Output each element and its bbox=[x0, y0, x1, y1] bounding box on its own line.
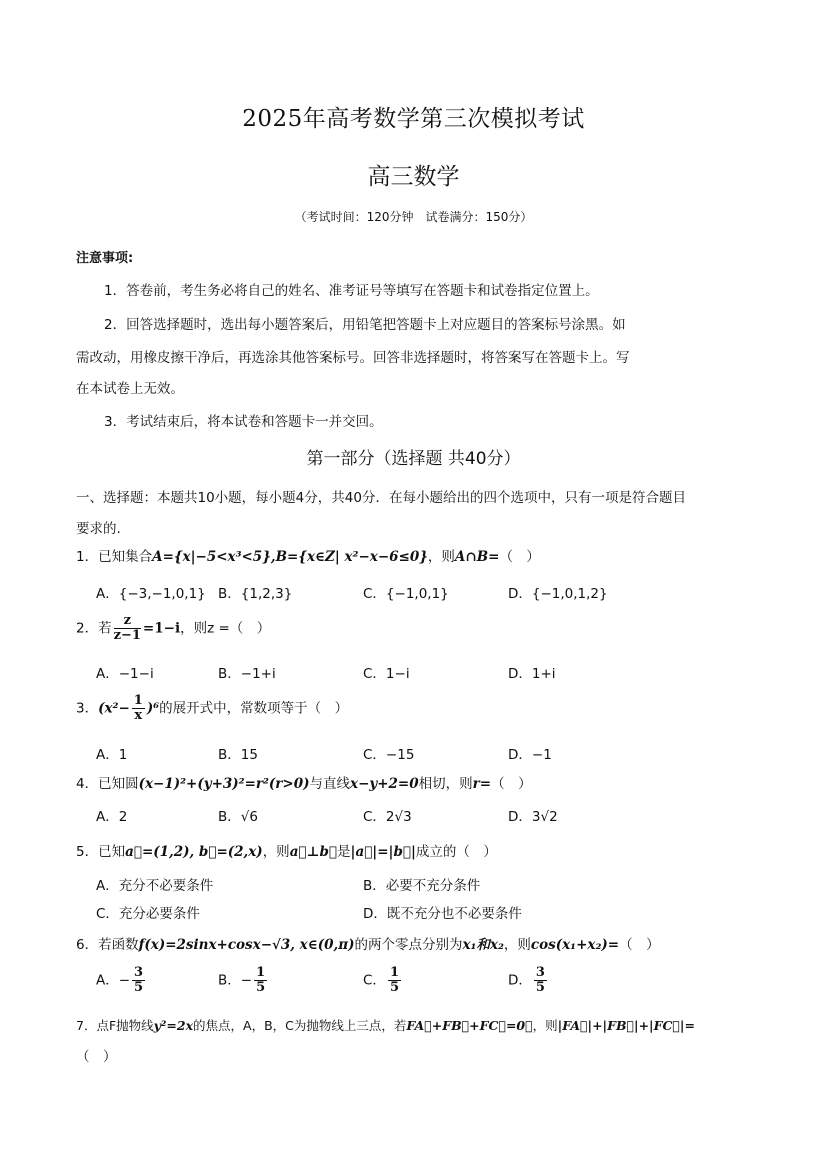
notice-heading: 注意事项: bbox=[76, 251, 134, 266]
question-1-stem bbox=[76, 545, 540, 565]
q6-d-label: D． bbox=[508, 972, 532, 989]
q2-fraction bbox=[114, 614, 141, 643]
q5-expr3: |a⃗|=|b⃗| bbox=[350, 844, 416, 860]
q2-pre: 2．若 bbox=[76, 620, 112, 637]
q6-expr3: cos(x₁+x₂)= bbox=[530, 937, 620, 953]
q6-option-c bbox=[363, 966, 403, 995]
q5-expr2: a⃗⊥b⃗ bbox=[289, 844, 338, 860]
q1-option-a: A．{−3,−1,0,1} bbox=[96, 586, 206, 602]
q4-mid: 与直线 bbox=[309, 776, 351, 792]
q4-tail: （ ） bbox=[491, 776, 532, 792]
q3-option-d: D．−1 bbox=[508, 747, 552, 763]
q4-option-b: B．√6 bbox=[218, 809, 258, 825]
q2-option-d: D．1+i bbox=[508, 666, 556, 682]
q6-c-label: C． bbox=[363, 972, 386, 989]
notice-item: 需改动，用橡皮擦干净后，再选涂其他答案标号。回答非选择题时，将答案写在答题卡上。写 bbox=[76, 350, 630, 366]
q7-expr: y²=2x bbox=[153, 1018, 194, 1033]
notice-item: 在本试卷上无效。 bbox=[76, 381, 184, 397]
q3-option-b: B．15 bbox=[218, 747, 258, 763]
q2-expr: =1−i bbox=[142, 620, 181, 637]
q2-post: ，则z =（ ） bbox=[180, 620, 271, 637]
q2-option-c: C．1−i bbox=[363, 666, 410, 682]
q6-a-den: 5 bbox=[134, 980, 144, 995]
question-7-stem bbox=[76, 1016, 695, 1034]
q1-expr: A={x|−5<x³<5},B={x∈Z| x²−x−6≤0} bbox=[152, 549, 428, 565]
q6-a-num: 3 bbox=[134, 965, 144, 980]
q6-a-label: A．− bbox=[96, 972, 131, 989]
q4-option-c: C．2√3 bbox=[363, 809, 412, 825]
q6-c-fraction bbox=[388, 966, 401, 995]
section-intro: 要求的. bbox=[76, 521, 121, 537]
notice-item: 2．回答选择题时，选出每小题答案后，用铅笔把答题卡上对应题目的答案标号涂黑。如 bbox=[104, 317, 626, 333]
q6-b-fraction bbox=[254, 966, 267, 995]
q5-option-b: B．必要不充分条件 bbox=[363, 878, 481, 894]
q6-c-den: 5 bbox=[389, 980, 399, 995]
q5-option-d: D．既不充分也不必要条件 bbox=[363, 906, 522, 922]
q1-tail: （ ） bbox=[499, 549, 540, 565]
q6-d-den: 5 bbox=[535, 980, 545, 995]
q3-pre: 3． bbox=[76, 700, 99, 717]
q3-option-a: A．1 bbox=[96, 747, 128, 763]
q6-b-den: 5 bbox=[256, 980, 266, 995]
q6-option-a bbox=[96, 966, 147, 995]
question-6-stem bbox=[76, 933, 660, 953]
section-intro: 一、选择题：本题共10小题，每小题4分，共40分．在每小题给出的四个选项中，只有一项是符合题目 bbox=[76, 490, 686, 506]
q5-mid2: 是 bbox=[337, 844, 351, 860]
q4-option-a: A．2 bbox=[96, 809, 128, 825]
q6-post: ，则 bbox=[503, 937, 531, 953]
q5-mid: ，则 bbox=[262, 844, 290, 860]
exam-title: 2025年高考数学第三次模拟考试 bbox=[242, 106, 585, 132]
q1-option-d: D．{−1,0,1,2} bbox=[508, 586, 608, 602]
question-3-stem bbox=[76, 694, 348, 723]
q2-den: z−1 bbox=[113, 628, 141, 643]
q4-option-d: D．3√2 bbox=[508, 809, 558, 825]
q2-option-b: B．−1+i bbox=[218, 666, 276, 682]
q5-option-c: C．充分必要条件 bbox=[96, 906, 200, 922]
q1-post: ，则 bbox=[427, 549, 455, 565]
q1-option-b: B．{1,2,3} bbox=[218, 586, 293, 602]
q3-den: x bbox=[134, 708, 143, 723]
q6-c-num: 1 bbox=[389, 965, 399, 980]
q4-pre: 4．已知圆 bbox=[76, 776, 139, 792]
exam-subtitle: 高三数学 bbox=[367, 164, 460, 190]
q2-num: z bbox=[114, 614, 141, 629]
q4-post: 相切，则 bbox=[418, 776, 473, 792]
q3-option-c: C．−15 bbox=[363, 747, 415, 763]
q6-d-fraction bbox=[534, 966, 547, 995]
notice-item: 3．考试结束后，将本试卷和答题卡一并交回。 bbox=[104, 414, 383, 430]
q2-option-a: A．−1−i bbox=[96, 666, 154, 682]
q6-option-b bbox=[218, 966, 269, 995]
q5-post: 成立的（ ） bbox=[415, 844, 497, 860]
q3-expr-b: )⁶ bbox=[146, 700, 160, 717]
q7-pre: 7．点F抛物线 bbox=[76, 1018, 154, 1033]
question-4-stem bbox=[76, 772, 532, 792]
q3-num: 1 bbox=[133, 693, 143, 708]
q4-expr: (x−1)²+(y+3)²=r²(r>0) bbox=[138, 776, 310, 792]
question-2-stem bbox=[76, 614, 270, 643]
notice-item: 1．答卷前，考生务必将自己的姓名、准考证号等填写在答题卡和试卷指定位置上。 bbox=[104, 283, 599, 299]
q6-b-num: 1 bbox=[256, 965, 266, 980]
q6-d-num: 3 bbox=[535, 965, 545, 980]
q6-a-fraction bbox=[132, 966, 145, 995]
q1-option-c: C．{−1,0,1} bbox=[363, 586, 449, 602]
q6-mid: 的两个零点分别为 bbox=[354, 937, 463, 953]
q3-post: 的展开式中，常数项等于（ ） bbox=[159, 700, 349, 717]
q1-pre: 1．已知集合 bbox=[76, 549, 153, 565]
q3-fraction bbox=[132, 694, 145, 723]
q6-pre: 6．若函数 bbox=[76, 937, 139, 953]
section-title: 第一部分（选择题 共40分） bbox=[306, 449, 521, 469]
q4-expr3: r= bbox=[472, 776, 492, 792]
q6-expr: f(x)=2sinx+cosx−√3, x∈(0,π) bbox=[138, 937, 355, 953]
exam-meta: （考试时间：120分钟 试卷满分：150分） bbox=[294, 210, 533, 224]
q1-expr2: A∩B= bbox=[454, 549, 500, 565]
q6-option-d bbox=[508, 966, 549, 995]
q7-line2: （ ） bbox=[76, 1049, 117, 1065]
q6-b-label: B．− bbox=[218, 972, 253, 989]
q5-expr: a⃗=(1,2), b⃗=(2,x) bbox=[125, 844, 263, 860]
q6-tail: （ ） bbox=[619, 937, 660, 953]
q7-post: ，则 bbox=[532, 1018, 558, 1033]
q5-option-a: A．充分不必要条件 bbox=[96, 878, 214, 894]
question-5-stem bbox=[76, 840, 497, 860]
q7-mid: 的焦点，A，B，C为抛物线上三点，若 bbox=[193, 1018, 407, 1033]
q7-expr2: FA⃗+FB⃗+FC⃗=0⃗ bbox=[406, 1018, 533, 1033]
q5-pre: 5．已知 bbox=[76, 844, 126, 860]
q3-expr-a: (x²− bbox=[98, 700, 130, 717]
q4-expr2: x−y+2=0 bbox=[350, 776, 419, 792]
q6-expr2: x₁和x₂ bbox=[462, 937, 504, 953]
q7-expr3: |FA⃗|+|FB⃗|+|FC⃗|= bbox=[557, 1018, 695, 1033]
